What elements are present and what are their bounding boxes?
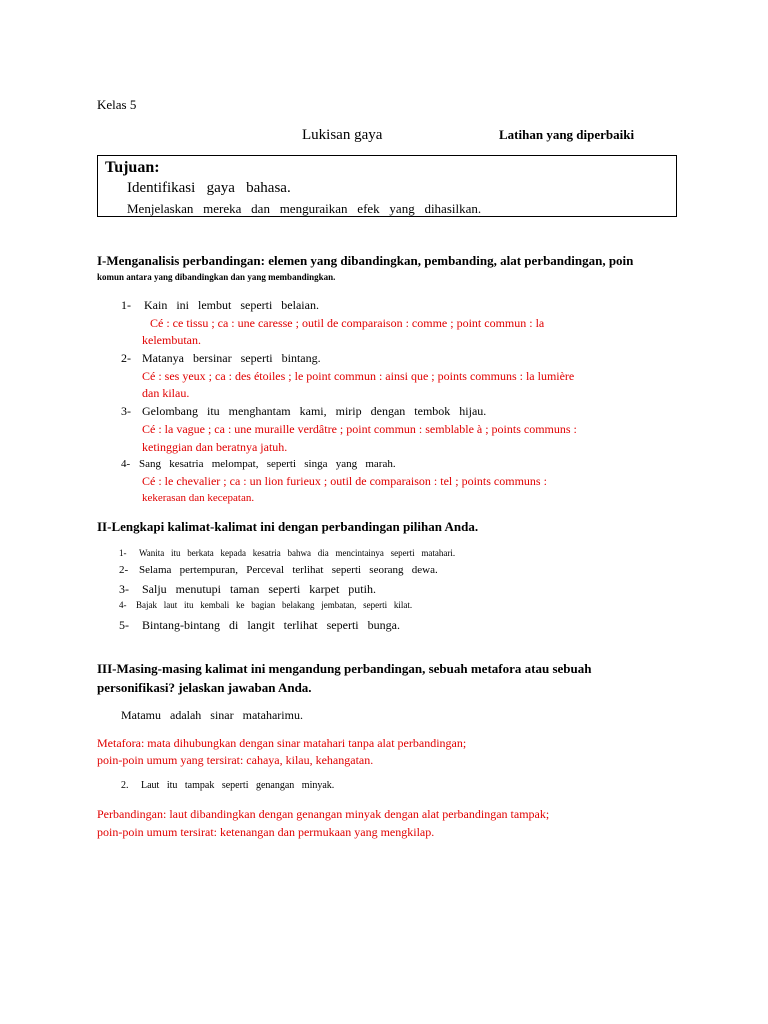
list-item-number: 3-: [121, 404, 131, 418]
list-item-number: 1-: [121, 298, 131, 312]
answer-line: kelembutan.: [142, 333, 201, 347]
objectives-heading: Tujuan:: [105, 159, 160, 176]
answer-1-line1: Metafora: mata dihubungkan dengan sinar matahari tanpa alat perbandingan;: [97, 736, 467, 750]
question-2-number: 2.: [121, 780, 129, 791]
objective-2: Menjelaskan mereka dan menguraikan efek yang dihasilkan.: [127, 201, 482, 216]
answer-line: Cé : ce tissu ; ca : une caresse ; outil de comparaison : comme ; point commun : la: [150, 316, 545, 330]
section3-heading-cont: personifikasi? jelaskan jawaban Anda.: [97, 680, 312, 695]
answer-line: Cé : le chevalier ; ca : un lion furieux ; outil de comparaison : tel ; points communs :: [142, 474, 547, 488]
answer-1-line2: poin-poin umum yang tersirat: cahaya, kilau, kehangatan.: [97, 753, 374, 767]
list-item-number: 4-: [119, 600, 127, 610]
list-item-number: 2-: [119, 564, 129, 576]
list-item: Bintang-bintang di langit terlihat seperti bunga.: [142, 618, 400, 632]
section1-heading: I-Menganalisis perbandingan: elemen yang dibandingkan, pembanding, alat perbandingan, poin: [97, 253, 634, 268]
list-item: Matanya bersinar seperti bintang.: [142, 351, 321, 365]
list-item: Bajak laut itu kembali ke bagian belakang jembatan, seperti kilat.: [136, 600, 413, 610]
list-item-number: 2-: [121, 351, 131, 365]
page-subtitle: Latihan yang diperbaiki: [499, 127, 635, 142]
list-item: Kain ini lembut seperti belaian.: [144, 298, 319, 312]
list-item-number: 3-: [119, 582, 129, 596]
objective-1: Identifikasi gaya bahasa.: [127, 180, 291, 196]
list-item: Sang kesatria melompat, seperti singa yang marah.: [139, 458, 396, 470]
list-item: Selama pertempuran, Perceval terlihat seperti seorang dewa.: [139, 564, 438, 576]
section1-heading-cont: komun antara yang dibandingkan dan yang membandingkan.: [97, 272, 336, 282]
answer-line: ketinggian dan beratnya jatuh.: [142, 440, 288, 454]
list-item: Gelombang itu menghantam kami, mirip dengan tembok hijau.: [142, 404, 487, 418]
list-item-number: 5-: [119, 618, 129, 632]
section2-heading: II-Lengkapi kalimat-kalimat ini dengan perbandingan pilihan Anda.: [97, 519, 479, 534]
list-item: Salju menutupi taman seperti karpet putih.: [142, 582, 376, 596]
answer-line: Cé : ses yeux ; ca : des étoiles ; le point commun : ainsi que ; points communs : la lumière: [142, 369, 575, 383]
class-label: Kelas 5: [97, 97, 137, 112]
section3-heading: III-Masing-masing kalimat ini mengandung perbandingan, sebuah metafora atau sebuah: [97, 661, 592, 676]
question-1: Matamu adalah sinar mataharimu.: [121, 708, 303, 722]
answer-line: dan kilau.: [142, 386, 190, 400]
list-item-number: 1-: [119, 548, 127, 558]
answer-2-line2: poin-poin umum tersirat: ketenangan dan permukaan yang mengkilap.: [97, 825, 435, 839]
page-title: Lukisan gaya: [302, 127, 383, 143]
answer-2-line1: Perbandingan: laut dibandingkan dengan genangan minyak dengan alat perbandingan tampak;: [97, 807, 550, 821]
question-2: Laut itu tampak seperti genangan minyak.: [141, 780, 335, 791]
objectives-box: [97, 155, 677, 217]
answer-line: kekerasan dan kecepatan.: [142, 492, 255, 504]
list-item: Wanita itu berkata kepada kesatria bahwa dia mencintainya seperti matahari.: [139, 548, 456, 558]
answer-line: Cé : la vague ; ca : une muraille verdâtre ; point commun : semblable à ; points communs :: [142, 422, 577, 436]
list-item-number: 4-: [121, 458, 131, 470]
